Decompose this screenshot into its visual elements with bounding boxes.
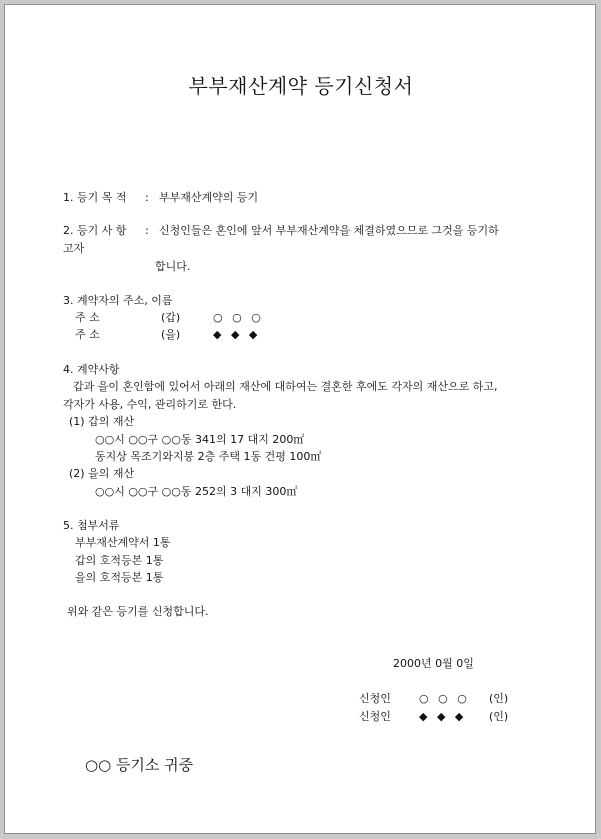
section2-value: 신청인들은 혼인에 앞서 부부재산계약을 체결하였으므로 그것을 등기하 [159, 224, 499, 237]
applicant-seal: (인) [489, 692, 509, 705]
section4-item2-line: ○○시 ○○구 ○○동 252의 3 대지 300㎡ [95, 485, 298, 498]
section1-label: 1. 등기 목 적 [63, 191, 127, 204]
applicant-name: ◆ ◆ ◆ [419, 710, 467, 723]
section4-item1-line: 동지상 목조기와지붕 2층 주택 1동 건평 100㎡ [95, 450, 322, 463]
applicant-label: 신청인 [359, 710, 391, 723]
applicant-name: ○ ○ ○ [419, 692, 470, 705]
section3-heading: 3. 계약자의 주소, 이름 [63, 294, 173, 307]
section4-item1-line: ○○시 ○○구 ○○동 341의 17 대지 200㎡ [95, 433, 305, 446]
section3-row-name: ◆ ◆ ◆ [213, 328, 261, 341]
section4-body-line2: 각자가 사용, 수익, 관리하기로 한다. [63, 398, 237, 411]
section3-row-label: 주 소 [75, 311, 100, 324]
section4-body-line1: 갑과 을이 혼인함에 있어서 아래의 재산에 대하여는 결혼한 후에도 각자의 재산으로 하고, [73, 380, 498, 393]
section4-item1-label: (1) 갑의 재산 [69, 415, 135, 428]
section2-cont: 합니다. [155, 260, 191, 273]
section3-row-party: (갑) [161, 311, 181, 324]
section5-item: 갑의 호적등본 1통 [75, 554, 164, 567]
document-page [4, 4, 596, 834]
applicant-label: 신청인 [359, 692, 391, 705]
section2-wrap: 고자 [63, 242, 85, 255]
application-date: 2000년 0월 0일 [393, 657, 474, 670]
section2-colon: : [145, 224, 149, 237]
document-title: 부부재산계약 등기신청서 [188, 74, 414, 98]
section5-heading: 5. 첨부서류 [63, 519, 120, 532]
section5-item: 부부재산계약서 1통 [75, 536, 171, 549]
section4-item2-label: (2) 을의 재산 [69, 467, 135, 480]
section1-colon: : [145, 191, 149, 204]
section3-row-party: (을) [161, 328, 181, 341]
section5-item: 을의 호적등본 1통 [75, 571, 164, 584]
applicant-seal: (인) [489, 710, 509, 723]
registry-office-addressee: ○○ 등기소 귀중 [85, 756, 194, 774]
section2-label: 2. 등기 사 항 [63, 224, 127, 237]
closing-statement: 위와 같은 등기를 신청합니다. [67, 605, 209, 618]
section1-value: 부부재산계약의 등기 [159, 191, 259, 204]
section4-heading: 4. 계약사항 [63, 363, 120, 376]
section3-row-label: 주 소 [75, 328, 100, 341]
section3-row-name: ○ ○ ○ [213, 311, 264, 324]
